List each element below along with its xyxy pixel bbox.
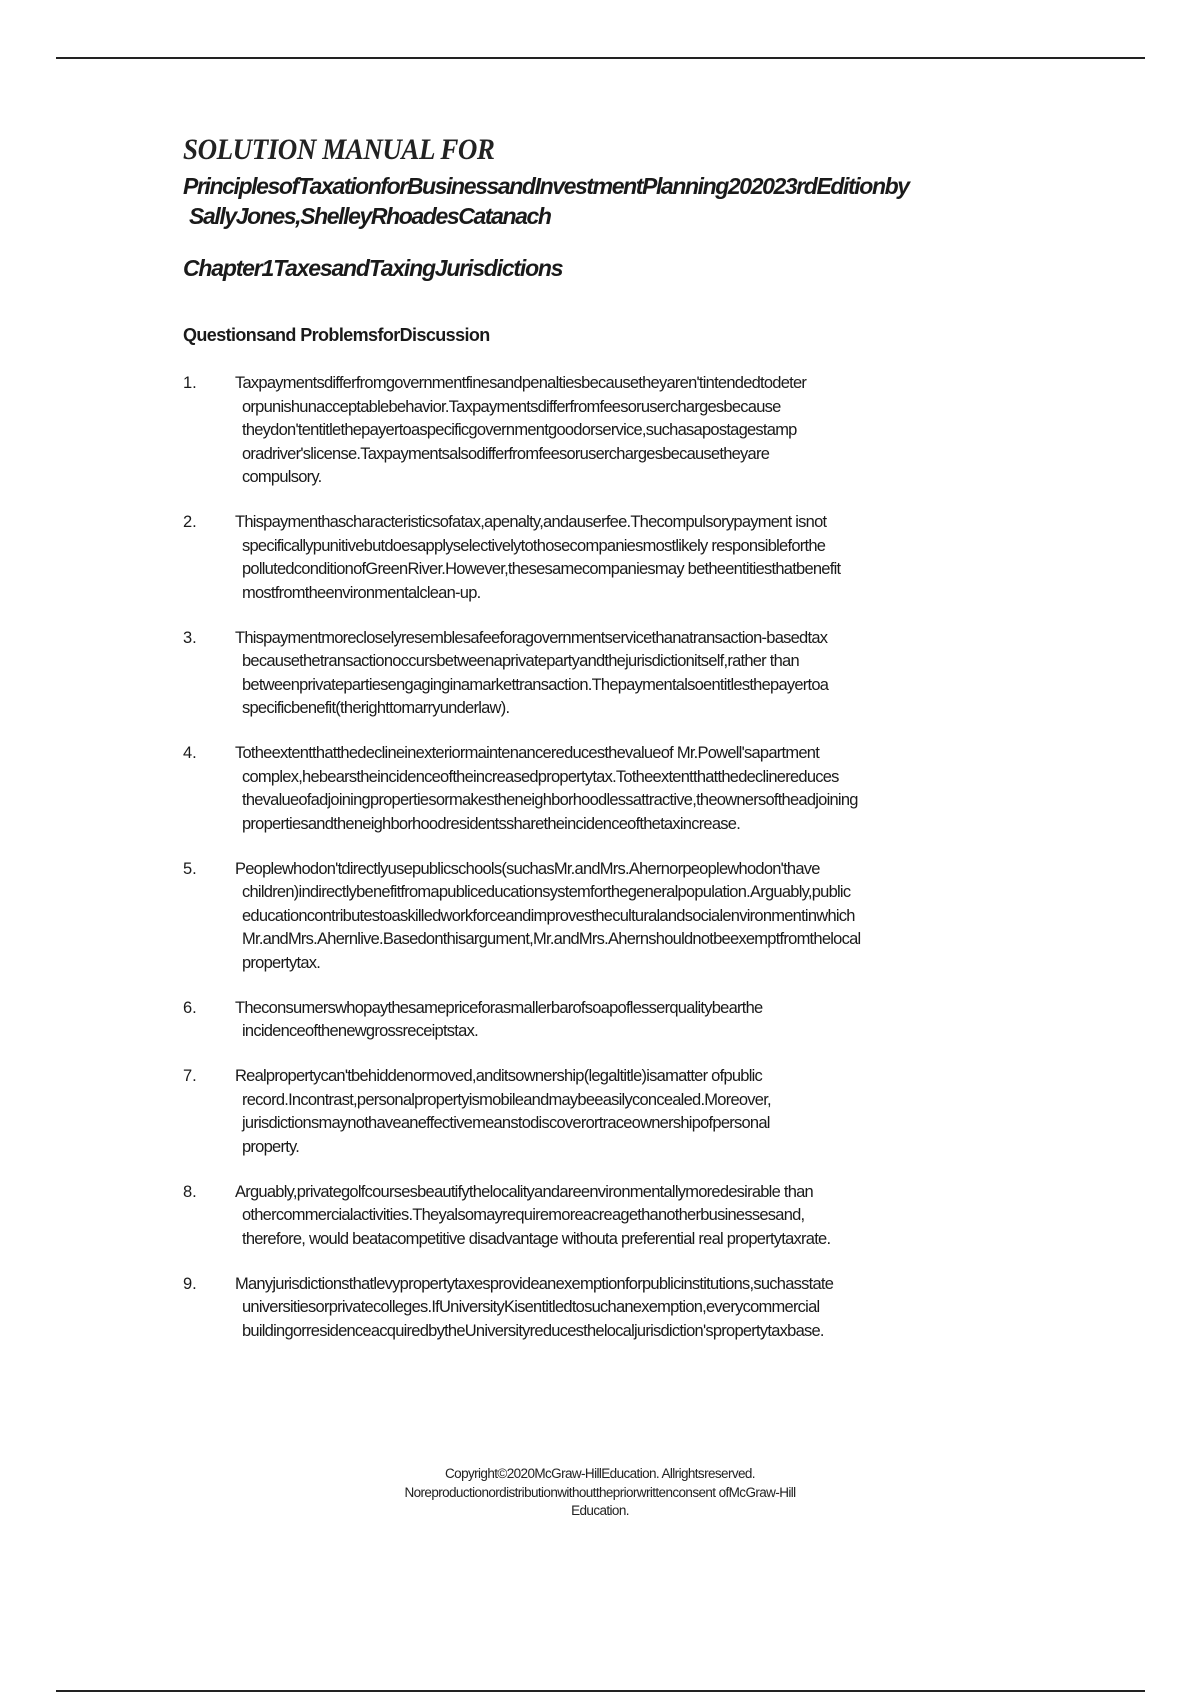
answer-line: universitiesorprivatecolleges.IfUniversityKisentitledtosuchanexemption,everycommercial bbox=[242, 1298, 820, 1316]
answer-number: 5. bbox=[183, 859, 197, 878]
answer-number: 8. bbox=[183, 1182, 197, 1201]
answer-line: buildingorresidenceacquiredbytheUniversityreducesthelocaljurisdiction'spropertytaxbase. bbox=[242, 1321, 824, 1340]
solution-manual-title: SOLUTION MANUAL FOR bbox=[183, 133, 495, 166]
answer-line: specificallypunitivebutdoesapplyselectivelytothosecompaniesmostlikely responsibleforthe bbox=[242, 536, 826, 555]
footer-line-3: Education. bbox=[571, 1503, 629, 1518]
answer-item bbox=[183, 858, 1083, 976]
answer-line: compulsory. bbox=[242, 468, 322, 486]
answer-number: 9. bbox=[183, 1274, 197, 1293]
answer-line: betweenprivatepartiesengaginginamarkettransaction.Thepaymentalsoentitlesthepayertoa bbox=[242, 675, 829, 694]
answer-line: Realpropertycan'tbehiddenormoved,anditsownership(legaltitle)isamatter ofpublic bbox=[235, 1067, 763, 1085]
answer-number: 6. bbox=[183, 998, 197, 1017]
section-heading: Questionsand ProblemsforDiscussion bbox=[183, 325, 490, 345]
footer-line-1: Copyright©2020McGraw-HillEducation. Allrightsreserved. bbox=[445, 1466, 755, 1481]
answer-item bbox=[183, 372, 1083, 490]
answer-line: Theconsumerswhopaythesamepriceforasmallerbarofsoapoflesserqualitybearthe bbox=[235, 998, 763, 1017]
answer-line: Peoplewhodon'tdirectlyusepublicschools(suchasMr.andMrs.Ahernorpeoplewhodon'thave bbox=[235, 859, 820, 878]
answer-number: 1. bbox=[183, 374, 197, 392]
answer-line: Thispaymenthascharacteristicsofatax,apenalty,andauserfee.Thecompulsorypayment isnot bbox=[235, 513, 827, 531]
answer-item bbox=[183, 1273, 1083, 1344]
answer-item bbox=[183, 997, 1083, 1044]
answer-line: Totheextentthatthedeclineinexteriormaintenancereducesthevalueof Mr.Powell'sapartment bbox=[235, 744, 820, 762]
top-rule bbox=[56, 57, 1145, 59]
answer-line: jurisdictionsmaynothaveaneffectivemeanstodiscoverortraceownershipofpersonal bbox=[242, 1114, 770, 1132]
answer-item bbox=[183, 627, 1083, 721]
page-content bbox=[183, 133, 1083, 1365]
answer-line: record.Incontrast,personalpropertyismobileandmaybeeasilyconcealed.Moreover, bbox=[242, 1090, 771, 1109]
answer-line: oradriver'slicense.Taxpaymentsalsodifferfromfeesoruserchargesbecausetheyare bbox=[242, 444, 770, 463]
answer-item bbox=[183, 511, 1083, 605]
answer-line: propertiesandtheneighborhoodresidentssharetheincidenceofthetaxincrease. bbox=[242, 814, 741, 833]
book-authors: SallyJones,ShelleyRhoadesCatanach bbox=[189, 203, 551, 229]
bottom-rule bbox=[56, 1690, 1145, 1692]
answer-line: specificbenefit(therighttomarryunderlaw). bbox=[242, 699, 510, 717]
answer-line: mostfromtheenvironmentalclean-up. bbox=[242, 583, 481, 602]
answer-line: educationcontributestoaskilledworkforceandimprovestheculturalandsocialenvironmentinwhich bbox=[242, 906, 855, 925]
footer-line-2: Noreproductionordistributionwithoutthepriorwrittenconsent ofMcGraw-Hill bbox=[404, 1484, 796, 1500]
answer-line: complex,hebearstheincidenceoftheincreasedpropertytax.Totheextentthatthedeclinereduces bbox=[242, 767, 839, 786]
answer-list bbox=[183, 372, 1083, 1343]
answer-line: theydon'tentitlethepayertoaspecificgovernmentgoodorservice,suchasapostagestamp bbox=[242, 421, 797, 439]
answer-line: Manyjurisdictionsthatlevypropertytaxesprovideanexemptionforpublicinstitutions,suchasstate bbox=[235, 1274, 834, 1293]
answer-line: propertytax. bbox=[242, 953, 321, 972]
answer-line: therefore, would beatacompetitive disadvantage withouta preferential real propertytaxrate. bbox=[242, 1229, 831, 1248]
answer-line: Taxpaymentsdifferfromgovernmentfinesandpenaltiesbecausetheyaren'tintendedtodeter bbox=[235, 374, 807, 392]
answer-line: Mr.andMrs.Ahernlive.Basedonthisargument,Mr.andMrs.Ahernshouldnotbeexemptfromthelocal bbox=[242, 930, 861, 948]
chapter-title: Chapter1TaxesandTaxingJurisdictions bbox=[183, 255, 563, 281]
answer-line: Thispaymentmorecloselyresemblesafeeforagovernmentservicethanatransaction-basedtax bbox=[235, 628, 828, 647]
answer-item bbox=[183, 742, 1083, 836]
answer-line: property. bbox=[242, 1137, 300, 1156]
answer-line: children)indirectlybenefitfromapubliceducationsystemforthegeneralpopulation.Arguably,public bbox=[242, 883, 851, 901]
answer-number: 4. bbox=[183, 744, 197, 762]
answer-line: othercommercialactivities.Theyalsomayrequiremoreacreagethanotherbusinessesand, bbox=[242, 1206, 805, 1224]
answer-line: incidenceofthenewgrossreceiptstax. bbox=[242, 1022, 478, 1040]
answer-item bbox=[183, 1065, 1083, 1159]
answer-item bbox=[183, 1181, 1083, 1252]
answer-line: thevalueofadjoiningpropertiesormakestheneighborhoodlessattractive,theownersoftheadjoining bbox=[242, 791, 858, 809]
answer-number: 2. bbox=[183, 513, 197, 531]
answer-line: becausethetransactionoccursbetweenaprivatepartyandthejurisdictionitself,rather than bbox=[242, 652, 799, 670]
answer-number: 3. bbox=[183, 628, 197, 647]
answer-number: 7. bbox=[183, 1067, 197, 1085]
copyright-footer bbox=[0, 1465, 1200, 1521]
book-title: PrinciplesofTaxationforBusinessandInvestmentPlanning202023rdEditionby bbox=[183, 173, 909, 199]
answer-line: pollutedconditionofGreenRiver.However,thesesamecompaniesmay betheentitiesthatbenefit bbox=[242, 560, 841, 578]
answer-line: Arguably,privategolfcoursesbeautifythelocalityandareenvironmentallymoredesirable than bbox=[235, 1182, 813, 1201]
answer-line: orpunishunacceptablebehavior.Taxpaymentsdifferfromfeesoruserchargesbecause bbox=[242, 397, 781, 416]
